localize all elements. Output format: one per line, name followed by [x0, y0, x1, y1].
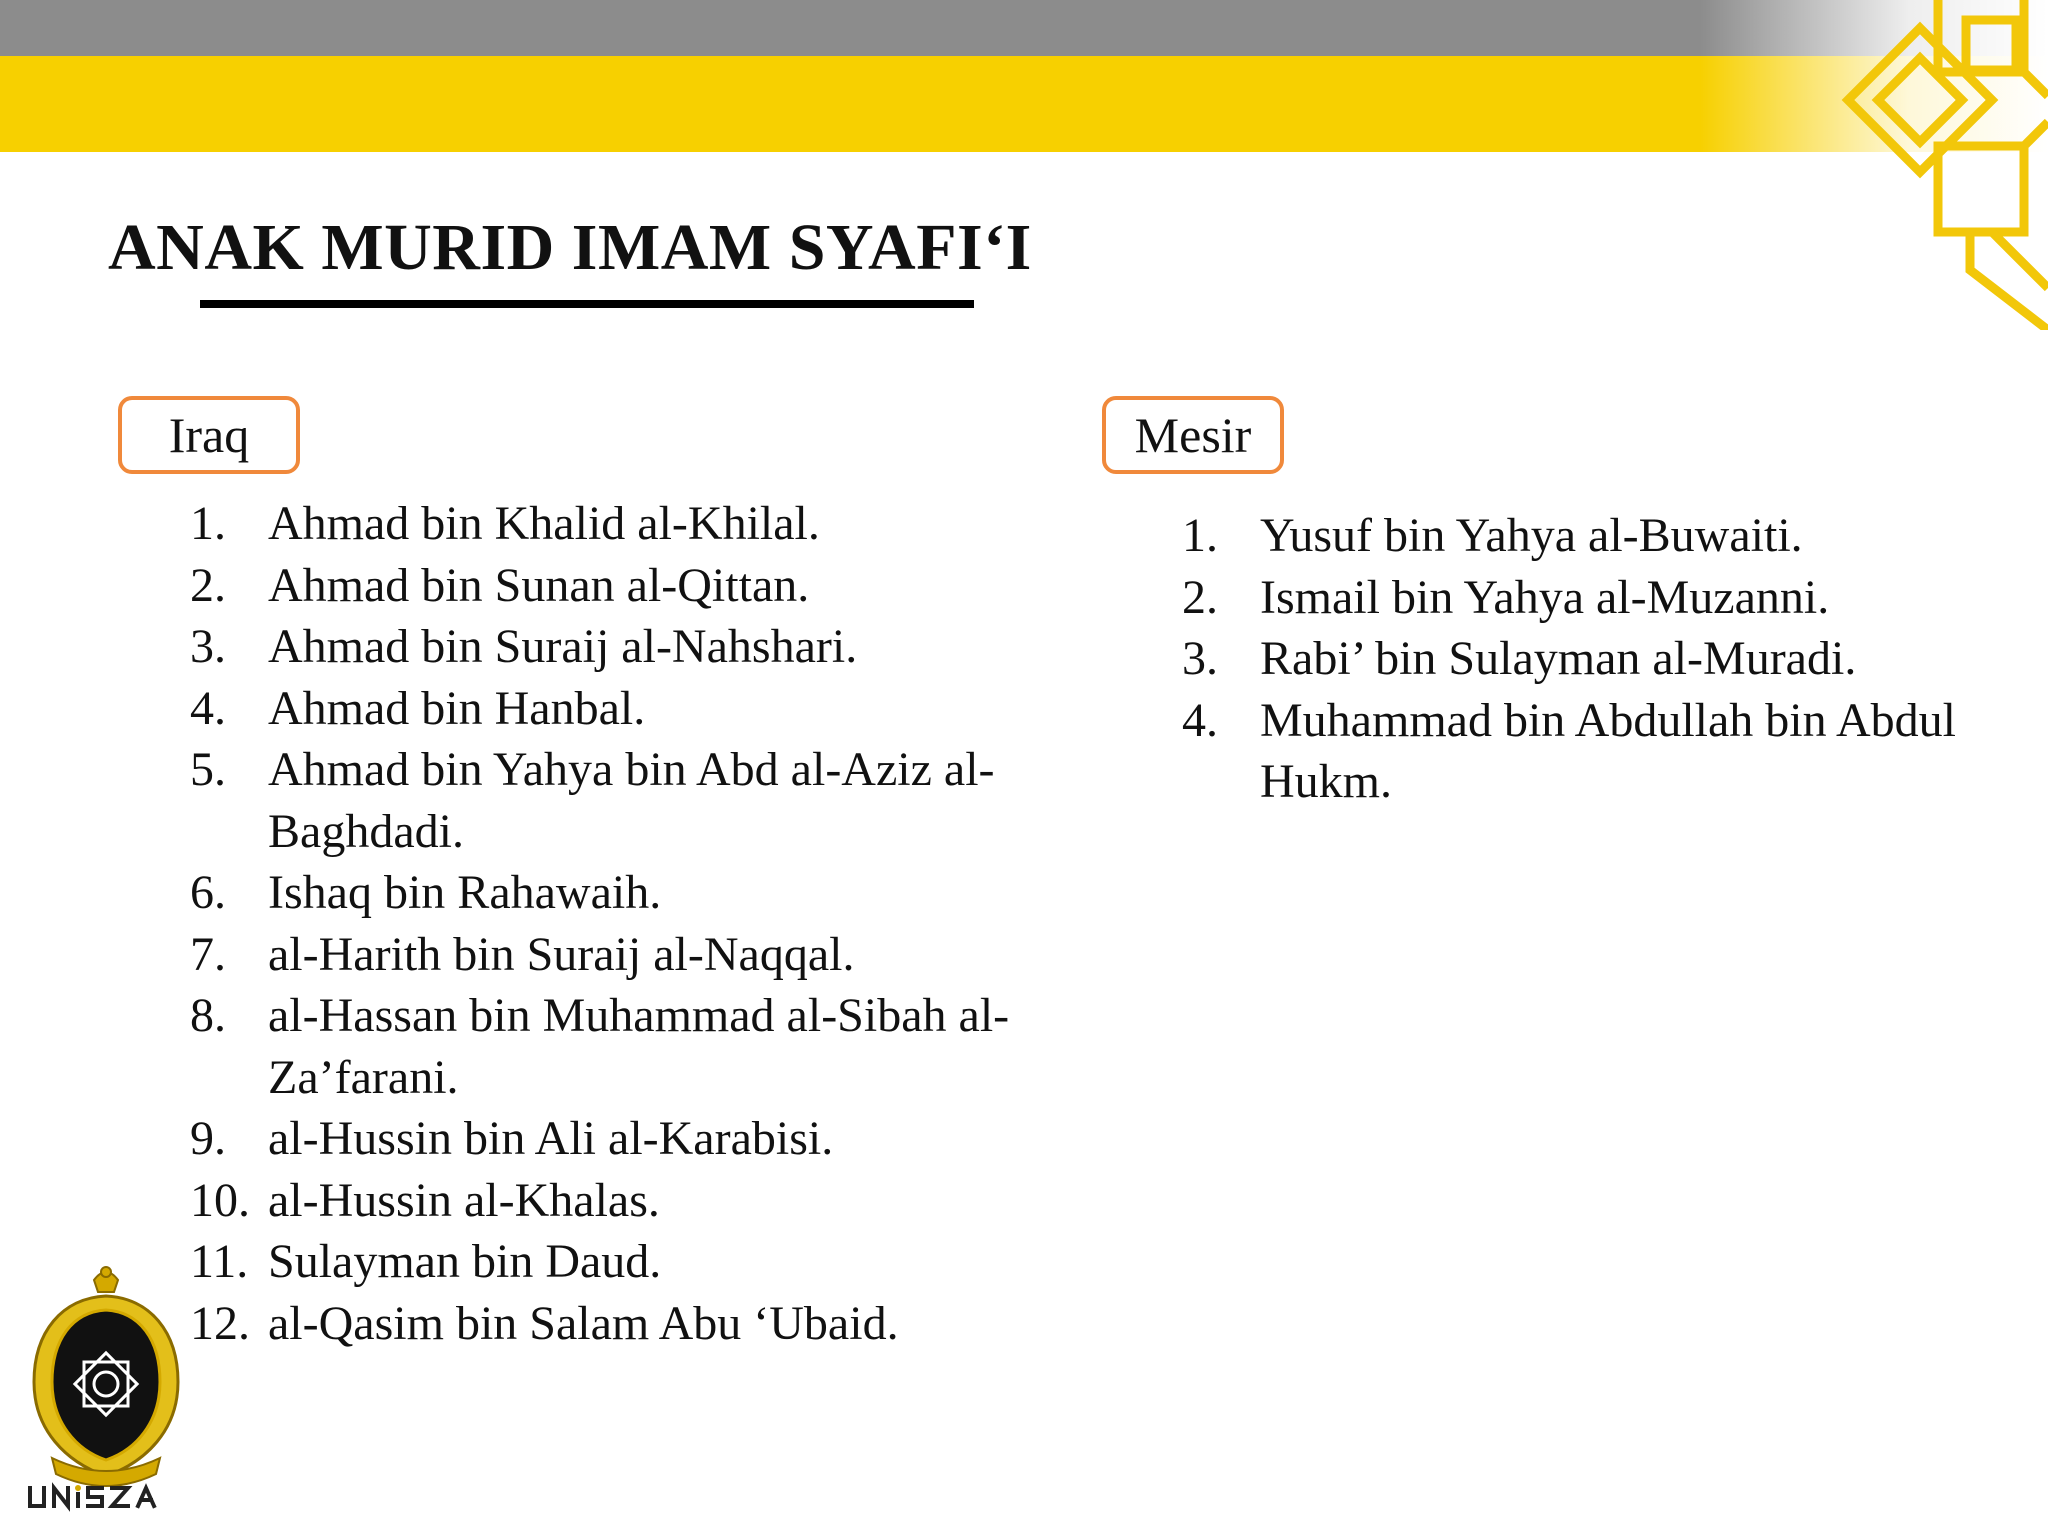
item-text: al-Hussin al-Khalas.: [268, 1173, 660, 1227]
list-item: [1182, 505, 2012, 567]
item-number: 4.: [190, 681, 226, 735]
unisza-crest-icon: [22, 1262, 190, 1512]
item-number: 8.: [190, 989, 226, 1042]
item-number: 11.: [190, 1235, 249, 1288]
list-item: [190, 862, 1090, 924]
list-item: [190, 1170, 1090, 1232]
item-number: 1.: [190, 497, 226, 550]
item-number: 5.: [190, 743, 226, 796]
item-text: al-Hussin bin Ali al-Karabisi.: [268, 1112, 834, 1165]
title-underline: [200, 300, 974, 308]
iraq-students-list: [190, 493, 1090, 1354]
item-text: Ahmad bin Suraij al-Nahshari.: [268, 620, 858, 673]
list-item: [190, 616, 1090, 678]
item-number: 3.: [1182, 632, 1218, 685]
item-text: Sulayman bin Daud.: [268, 1235, 662, 1288]
list-item: [190, 1231, 1090, 1293]
list-item: [1182, 628, 2012, 690]
item-number: 1.: [1182, 509, 1218, 562]
item-number: 6.: [190, 866, 226, 919]
item-text: al-Qasim bin Salam Abu ‘Ubaid.: [268, 1296, 899, 1350]
item-text: Ismail bin Yahya al-Muzanni.: [1260, 570, 1830, 624]
item-number: 12.: [190, 1296, 250, 1350]
item-text: Ahmad bin Sunan al-Qittan.: [268, 558, 810, 612]
item-number: 3.: [190, 620, 226, 673]
item-number: 9.: [190, 1112, 226, 1165]
list-item: [1182, 690, 2012, 813]
item-text: al-Harith bin Suraij al-Naqqal.: [268, 927, 855, 981]
item-text: Ishaq bin Rahawaih.: [268, 866, 662, 919]
item-number: 2.: [1182, 570, 1218, 624]
list-item: [190, 1108, 1090, 1170]
item-text: Ahmad bin Yahya bin Abd al-Aziz al-Baghdadi.: [268, 743, 995, 858]
list-item: [190, 678, 1090, 740]
item-text: Rabi’ bin Sulayman al-Muradi.: [1260, 632, 1857, 685]
list-item: [1182, 567, 2012, 629]
geometric-lattice-icon: [1820, 0, 2048, 330]
mesir-students-list: [1182, 505, 2012, 813]
label-mesir: Mesir: [1102, 396, 1284, 474]
label-iraq: Iraq: [118, 396, 300, 474]
item-text: Yusuf bin Yahya al-Buwaiti.: [1260, 509, 1803, 562]
item-number: 7.: [190, 927, 226, 981]
item-text: Ahmad bin Khalid al-Khilal.: [268, 497, 820, 550]
list-item: [190, 555, 1090, 617]
slide-title: ANAK MURID IMAM SYAFI‘I: [108, 211, 1032, 284]
list-item: [190, 493, 1090, 555]
list-item: [190, 924, 1090, 986]
list-item: [190, 739, 1090, 862]
item-number: 4.: [1182, 693, 1218, 747]
item-text: al-Hassan bin Muhammad al-Sibah al-Za’farani.: [268, 989, 1010, 1104]
list-item: [190, 985, 1090, 1108]
item-number: 2.: [190, 558, 226, 612]
list-item: [190, 1293, 1090, 1355]
item-text: Ahmad bin Hanbal.: [268, 681, 646, 735]
item-number: 10.: [190, 1173, 250, 1227]
item-text: Muhammad bin Abdullah bin Abdul Hukm.: [1260, 693, 1956, 808]
